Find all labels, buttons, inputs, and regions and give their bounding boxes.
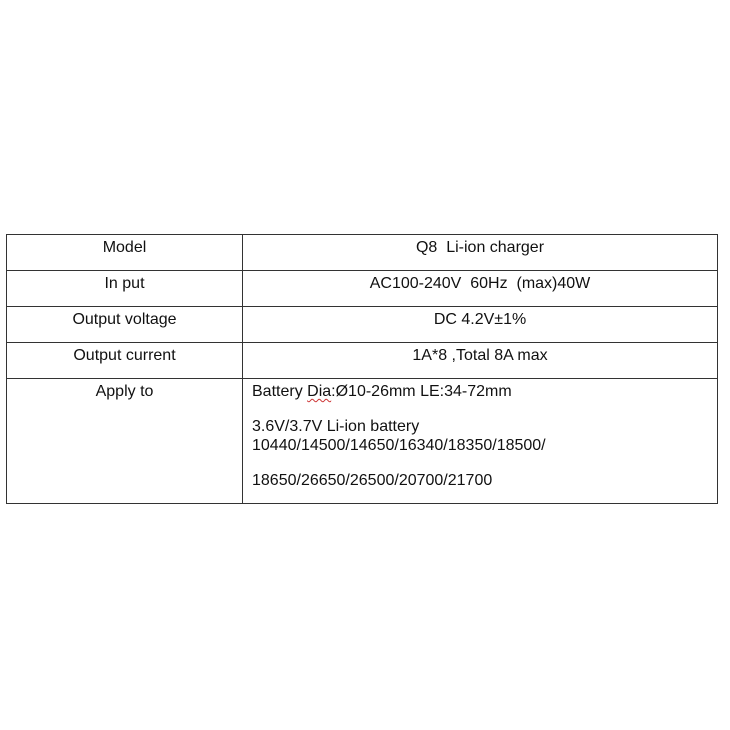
battery-dimensions: :Ø10-26mm LE:34-72mm [331,383,512,400]
model-label: Model [7,235,243,271]
table-row-model [7,235,718,271]
battery-dia-word: Dia [307,383,332,400]
table-row-apply-to [7,379,718,504]
input-value: AC100-240V 60Hz (max)40W [243,271,718,307]
output-voltage-label: Output voltage [7,307,243,343]
table-row-output-voltage [7,307,718,343]
table-row-input [7,271,718,307]
battery-prefix: Battery [252,383,308,400]
battery-sizes-line-1: 10440/14500/14650/16340/18350/18500/ [252,437,546,454]
output-current-value: 1A*8 ,Total 8A max [243,343,718,379]
apply-to-details [243,382,717,490]
spec-table [6,234,718,504]
battery-dimensions-line [252,382,717,401]
output-voltage-value: DC 4.2V±1% [243,307,718,343]
input-label: In put [7,271,243,307]
model-value: Q8 Li-ion charger [243,235,718,271]
output-current-label: Output current [7,343,243,379]
apply-to-label: Apply to [7,379,243,504]
table-row-output-current [7,343,718,379]
battery-type-line: 3.6V/3.7V Li-ion battery [252,418,420,435]
apply-to-value [243,379,718,504]
battery-sizes-line-2: 18650/26650/26500/20700/21700 [252,472,493,489]
